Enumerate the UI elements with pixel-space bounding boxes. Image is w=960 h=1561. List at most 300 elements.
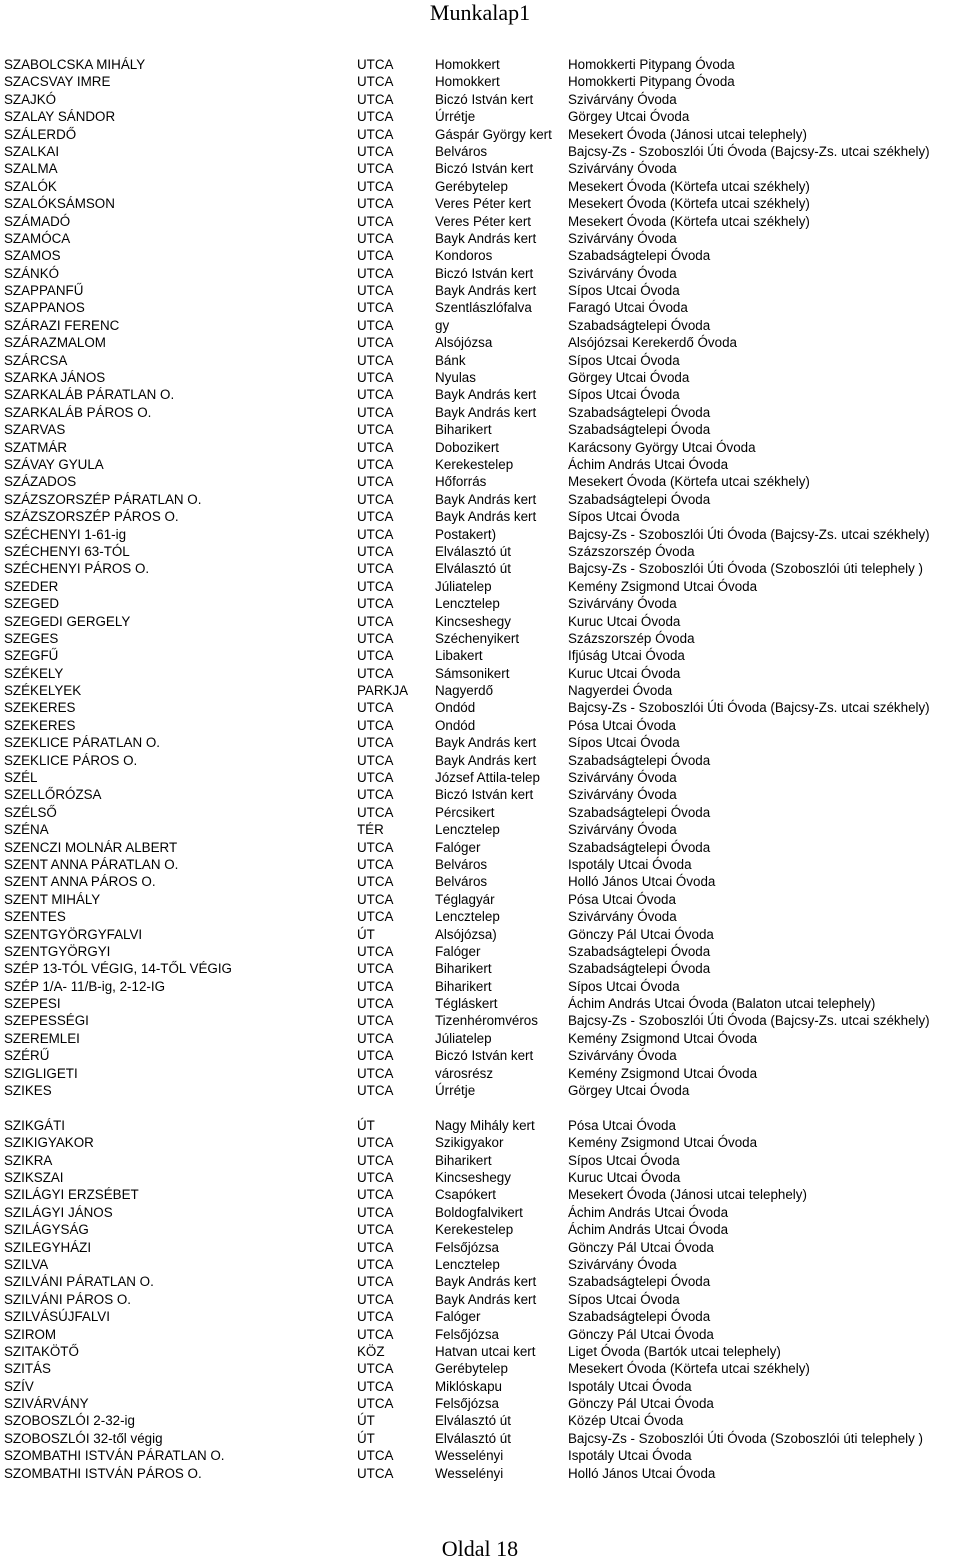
street-type-cell: UTCA <box>357 196 394 212</box>
district-cell: Bayk András kert <box>435 387 537 403</box>
street-type-cell: UTCA <box>357 578 394 594</box>
street-type-cell: ÚT <box>357 1430 375 1446</box>
district-cell: városrész <box>435 1065 494 1081</box>
street-type-cell: UTCA <box>357 1361 394 1377</box>
kindergarten-cell: Nagyerdei Óvoda <box>568 683 673 699</box>
district-cell: Biczó István kert <box>435 91 534 107</box>
district-cell: József Attila-telep <box>435 770 540 786</box>
street-type-cell: UTCA <box>357 1083 394 1099</box>
street-name-cell: SZEGFŰ <box>4 648 59 664</box>
kindergarten-cell: Görgey Utcai Óvoda <box>568 109 690 125</box>
kindergarten-cell: Szivárvány Óvoda <box>568 265 677 281</box>
street-name-cell: SZENTGYÖRGYFALVI <box>4 926 143 942</box>
district-cell: Gáspár György kert <box>435 126 552 142</box>
district-cell: Wesselényi <box>435 1448 504 1464</box>
street-type-cell: UTCA <box>357 1309 394 1325</box>
street-name-cell: SZIKGÁTI <box>4 1117 66 1133</box>
kindergarten-cell: Bajcsy-Zs - Szoboszlói Úti Óvoda (Bajcsy-Zs. utcai székhely) <box>568 700 930 716</box>
street-type-cell: UTCA <box>357 370 394 386</box>
district-cell: Bayk András kert <box>435 283 537 299</box>
street-name-cell: SZIROM <box>4 1326 57 1342</box>
district-cell: Kincseshegy <box>435 613 511 629</box>
district-cell: Bánk <box>435 352 466 368</box>
street-name-cell: SZÁZADOS <box>4 474 77 490</box>
street-type-cell: UTCA <box>357 422 394 438</box>
street-type-cell: UTCA <box>357 700 394 716</box>
kindergarten-cell: Gönczy Pál Utcai Óvoda <box>568 1326 714 1342</box>
district-cell: Elválasztó út <box>435 561 511 577</box>
kindergarten-cell: Sípos Utcai Óvoda <box>568 1291 680 1307</box>
kindergarten-cell: Szabadságtelepi Óvoda <box>568 491 711 507</box>
street-type-cell: UTCA <box>357 630 394 646</box>
district-cell: Bayk András kert <box>435 1274 537 1290</box>
street-name-cell: SZAJKÓ <box>4 91 57 107</box>
street-name-cell: SZÁRAZI FERENC <box>4 317 120 333</box>
street-name-cell: SZAMÓCA <box>4 230 71 246</box>
kindergarten-cell: Sípos Utcai Óvoda <box>568 509 680 525</box>
district-cell: Belváros <box>435 143 488 159</box>
district-cell: Falóger <box>435 1309 481 1325</box>
kindergarten-cell: Szabadságtelepi Óvoda <box>568 961 711 977</box>
kindergarten-cell: Szivárvány Óvoda <box>568 91 677 107</box>
street-type-cell: UTCA <box>357 1465 394 1481</box>
district-cell: Bayk András kert <box>435 404 537 420</box>
district-cell: Tégláskert <box>435 996 498 1012</box>
kindergarten-cell: Ispotály Utcai Óvoda <box>568 1378 692 1394</box>
kindergarten-cell: Alsójózsai Kerekerdő Óvoda <box>568 335 737 351</box>
kindergarten-cell: Szivárvány Óvoda <box>568 596 677 612</box>
district-cell: Elválasztó út <box>435 543 511 559</box>
district-cell: Bayk András kert <box>435 1291 537 1307</box>
street-type-cell: ÚT <box>357 926 375 942</box>
street-name-cell: SZEGED <box>4 596 60 612</box>
kindergarten-cell: Szivárvány Óvoda <box>568 909 677 925</box>
kindergarten-cell: Áchim András Utcai Óvoda <box>568 456 729 472</box>
district-cell: Kincseshegy <box>435 1170 511 1185</box>
kindergarten-cell: Sípos Utcai Óvoda <box>568 1152 680 1168</box>
street-name-cell: SZIKSZAI <box>4 1170 64 1185</box>
street-type-cell: UTCA <box>357 596 394 612</box>
street-name-cell: SZÁVAY GYULA <box>4 456 104 472</box>
street-name-cell: SZALAY SÁNDOR <box>4 109 116 125</box>
street-type-cell: UTCA <box>357 856 394 872</box>
district-cell: Nagyerdő <box>435 683 494 699</box>
kindergarten-cell: Sípos Utcai Óvoda <box>568 978 680 994</box>
district-cell: Alsójózsa <box>435 335 493 351</box>
kindergarten-cell: Bajcsy-Zs - Szoboszlói Úti Óvoda (Bajcsy-Zs. utcai székhely) <box>568 526 930 542</box>
street-name-cell: SZILÁGYI JÁNOS <box>4 1204 113 1220</box>
district-cell: Szentlászlófalva <box>435 300 532 316</box>
street-type-cell: UTCA <box>357 1256 394 1272</box>
street-name-cell: SZEGES <box>4 630 59 646</box>
street-type-cell: UTCA <box>357 1013 394 1029</box>
kindergarten-cell: Ispotály Utcai Óvoda <box>568 856 692 872</box>
street-type-cell: UTCA <box>357 1065 394 1081</box>
district-cell: Veres Péter kert <box>435 213 532 229</box>
district-cell: Biharikert <box>435 978 492 994</box>
district-cell: Alsójózsa) <box>435 926 497 942</box>
street-type-cell: UTCA <box>357 1291 394 1307</box>
street-name-cell: SZEKERES <box>4 717 76 733</box>
district-cell: Nagy Mihály kert <box>435 1117 535 1133</box>
district-cell: Biczó István kert <box>435 787 534 803</box>
street-type-cell: UTCA <box>357 804 394 820</box>
street-type-cell: UTCA <box>357 1187 394 1203</box>
kindergarten-cell: Karácsony György Utcai Óvoda <box>568 439 756 455</box>
kindergarten-cell: Szivárvány Óvoda <box>568 161 677 177</box>
street-name-cell: SZILVÁNI PÁROS O. <box>4 1291 131 1307</box>
kindergarten-cell: Szivárvány Óvoda <box>568 787 677 803</box>
street-type-cell: UTCA <box>357 909 394 925</box>
street-name-cell: SZALKAI <box>4 143 60 159</box>
district-cell: Bayk András kert <box>435 509 537 525</box>
street-type-cell: UTCA <box>357 126 394 142</box>
kindergarten-cell: Szabadságtelepi Óvoda <box>568 839 711 855</box>
street-name-cell: SZEREMLEI <box>4 1030 80 1046</box>
street-name-cell: SZAMOS <box>4 248 61 264</box>
street-name-cell: SZÁMADÓ <box>4 213 71 229</box>
district-cell: Libakert <box>435 648 483 664</box>
street-type-cell: UTCA <box>357 1222 394 1238</box>
street-name-cell: SZACSVAY IMRE <box>4 74 111 90</box>
kindergarten-cell: Százszorszép Óvoda <box>568 630 695 646</box>
street-name-cell: SZOMBATHI ISTVÁN PÁRATLAN O. <box>4 1448 225 1464</box>
street-name-cell: SZARVAS <box>4 422 66 438</box>
kindergarten-cell: Sípos Utcai Óvoda <box>568 387 680 403</box>
district-cell: Szikigyakor <box>435 1135 504 1151</box>
kindergarten-cell: Szivárvány Óvoda <box>568 770 677 786</box>
street-name-cell: SZÉCHENYI PÁROS O. <box>4 561 150 577</box>
kindergarten-cell: Faragó Utcai Óvoda <box>568 300 688 316</box>
street-name-cell: SZALÓK <box>4 178 57 194</box>
district-cell: Boldogfalvikert <box>435 1204 523 1220</box>
street-name-cell: SZILÁGYSÁG <box>4 1222 89 1238</box>
kindergarten-cell: Gönczy Pál Utcai Óvoda <box>568 926 714 942</box>
kindergarten-cell: Kemény Zsigmond Utcai Óvoda <box>568 1135 758 1151</box>
street-type-cell: UTCA <box>357 1378 394 1394</box>
kindergarten-cell: Pósa Utcai Óvoda <box>568 1117 676 1133</box>
kindergarten-cell: Ifjúság Utcai Óvoda <box>568 648 685 664</box>
kindergarten-cell: Homokkerti Pitypang Óvoda <box>568 74 735 90</box>
district-cell: Hőforrás <box>435 474 487 490</box>
kindergarten-cell: Szivárvány Óvoda <box>568 822 677 838</box>
kindergarten-cell: Kuruc Utcai Óvoda <box>568 665 681 681</box>
district-cell: Lencztelep <box>435 1256 500 1272</box>
street-name-cell: SZIKES <box>4 1083 52 1099</box>
street-type-cell: UTCA <box>357 387 394 403</box>
district-cell: Biharikert <box>435 961 492 977</box>
kindergarten-cell: Szabadságtelepi Óvoda <box>568 1274 711 1290</box>
street-name-cell: SZÉRŰ <box>4 1048 50 1064</box>
street-name-cell: SZITAKÖTŐ <box>4 1343 79 1359</box>
street-name-cell: SZATMÁR <box>4 439 67 455</box>
street-name-cell: SZARKA JÁNOS <box>4 370 106 386</box>
street-name-cell: SZÉCHENYI 1-61-ig <box>4 526 127 542</box>
kindergarten-cell: Bajcsy-Zs - Szoboszlói Úti Óvoda (Bajcsy-Zs. utcai székhely) <box>568 1013 930 1029</box>
district-cell: Belváros <box>435 856 488 872</box>
district-cell: Biharikert <box>435 1152 492 1168</box>
street-name-cell: SZEPESSÉGI <box>4 1013 89 1029</box>
street-type-cell: UTCA <box>357 961 394 977</box>
page-number: Oldal 18 <box>441 1536 519 1561</box>
district-cell: Ondód <box>435 717 476 733</box>
street-name-cell: SZAPPANOS <box>4 300 85 316</box>
street-name-cell: SZILVÁNI PÁRATLAN O. <box>4 1274 154 1290</box>
district-cell: gy <box>435 317 450 333</box>
street-name-cell: SZAPPANFŰ <box>4 283 84 299</box>
kindergarten-cell: Szabadságtelepi Óvoda <box>568 404 711 420</box>
district-cell: Biczó István kert <box>435 265 534 281</box>
kindergarten-cell: Mesekert Óvoda (Körtefa utcai székhely) <box>568 196 810 212</box>
kindergarten-cell: Sípos Utcai Óvoda <box>568 352 680 368</box>
street-name-cell: SZILVA <box>4 1256 49 1272</box>
street-name-cell: SZOMBATHI ISTVÁN PÁROS O. <box>4 1465 202 1481</box>
street-type-cell: UTCA <box>357 752 394 768</box>
kindergarten-cell: Mesekert Óvoda (Jánosi utcai telephely) <box>568 1187 807 1203</box>
district-cell: Széchenyikert <box>435 630 520 646</box>
kindergarten-cell: Gönczy Pál Utcai Óvoda <box>568 1396 714 1412</box>
district-cell: Úrrétje <box>435 109 476 125</box>
district-cell: Bayk András kert <box>435 491 537 507</box>
street-name-cell: SZENTGYÖRGYI <box>4 943 111 959</box>
district-cell: Falóger <box>435 839 481 855</box>
district-cell: Felsőjózsa <box>435 1396 500 1412</box>
district-cell: Falóger <box>435 943 481 959</box>
district-cell: Gerébytelep <box>435 178 508 194</box>
district-cell: Lencztelep <box>435 909 500 925</box>
street-type-cell: TÉR <box>357 822 384 838</box>
kindergarten-cell: Szabadságtelepi Óvoda <box>568 1309 711 1325</box>
kindergarten-cell: Áchim András Utcai Óvoda <box>568 1222 729 1238</box>
street-type-cell: UTCA <box>357 161 394 177</box>
district-cell: Homokkert <box>435 74 500 90</box>
district-cell: Nyulas <box>435 370 476 386</box>
street-type-cell: UTCA <box>357 352 394 368</box>
street-type-cell: UTCA <box>357 874 394 890</box>
street-name-cell: SZILÁGYI ERZSÉBET <box>4 1187 139 1203</box>
street-type-cell: UTCA <box>357 891 394 907</box>
district-cell: Veres Péter kert <box>435 196 532 212</box>
kindergarten-cell: Görgey Utcai Óvoda <box>568 370 690 386</box>
kindergarten-cell: Százszorszép Óvoda <box>568 543 695 559</box>
street-name-cell: SZENT MIHÁLY <box>4 891 101 907</box>
street-name-cell: SZILEGYHÁZI <box>4 1239 92 1255</box>
street-type-cell: UTCA <box>357 1048 394 1064</box>
district-cell: Dobozikert <box>435 439 500 455</box>
district-cell: Elválasztó út <box>435 1430 511 1446</box>
kindergarten-cell: Pósa Utcai Óvoda <box>568 717 676 733</box>
kindergarten-cell: Gönczy Pál Utcai Óvoda <box>568 1239 714 1255</box>
street-name-cell: SZIKIGYAKOR <box>4 1135 94 1151</box>
kindergarten-cell: Szabadságtelepi Óvoda <box>568 422 711 438</box>
street-type-cell: UTCA <box>357 543 394 559</box>
street-type-cell: ÚT <box>357 1413 375 1429</box>
district-cell: Csapókert <box>435 1187 497 1203</box>
street-type-cell: UTCA <box>357 1396 394 1412</box>
kindergarten-cell: Szabadságtelepi Óvoda <box>568 317 711 333</box>
district-cell: Postakert) <box>435 526 497 542</box>
street-type-cell: UTCA <box>357 1170 394 1185</box>
street-name-cell: SZELLŐRÓZSA <box>4 787 102 803</box>
kindergarten-cell: Mesekert Óvoda (Körtefa utcai székhely) <box>568 1361 810 1377</box>
street-type-cell: UTCA <box>357 665 394 681</box>
street-name-cell: SZENT ANNA PÁROS O. <box>4 874 156 890</box>
street-type-cell: UTCA <box>357 1274 394 1290</box>
street-type-cell: UTCA <box>357 178 394 194</box>
street-type-cell: UTCA <box>357 996 394 1012</box>
kindergarten-cell: Szabadságtelepi Óvoda <box>568 804 711 820</box>
district-cell: Bayk András kert <box>435 752 537 768</box>
kindergarten-cell: Szivárvány Óvoda <box>568 1256 677 1272</box>
district-cell: Bayk András kert <box>435 735 537 751</box>
district-cell: Júliatelep <box>435 578 492 594</box>
district-cell: Kerekestelep <box>435 1222 514 1238</box>
street-name-cell: SZÉNA <box>4 822 49 838</box>
street-name-cell: SZEGEDI GERGELY <box>4 613 131 629</box>
street-type-cell: KÖZ <box>357 1343 385 1359</box>
street-name-cell: SZARKALÁB PÁROS O. <box>4 404 152 420</box>
district-cell: Lencztelep <box>435 596 500 612</box>
kindergarten-cell: Bajcsy-Zs - Szoboszlói Úti Óvoda (Szoboszlói úti telephely ) <box>568 1430 923 1446</box>
street-type-cell: PARKJA <box>357 683 409 699</box>
street-type-cell: UTCA <box>357 300 394 316</box>
street-name-cell: SZÁRAZMALOM <box>4 335 106 351</box>
street-type-cell: UTCA <box>357 57 394 72</box>
district-cell: Belváros <box>435 874 488 890</box>
street-name-cell: SZÉP 13-TÓL VÉGIG, 14-TŐL VÉGIG <box>4 961 232 977</box>
kindergarten-cell: Pósa Utcai Óvoda <box>568 891 676 907</box>
kindergarten-cell: Kemény Zsigmond Utcai Óvoda <box>568 578 758 594</box>
street-type-cell: UTCA <box>357 456 394 472</box>
street-name-cell: SZÉKELY <box>4 665 64 681</box>
district-cell: Sámsonikert <box>435 665 510 681</box>
street-type-cell: UTCA <box>357 839 394 855</box>
street-type-cell: UTCA <box>357 978 394 994</box>
street-name-cell: SZOBOSZLÓI 32-től végig <box>4 1430 163 1446</box>
street-type-cell: UTCA <box>357 109 394 125</box>
street-name-cell: SZIGLIGETI <box>4 1065 78 1081</box>
kindergarten-cell: Bajcsy-Zs - Szoboszlói Úti Óvoda (Bajcsy-Zs. utcai székhely) <box>568 143 930 159</box>
kindergarten-cell: Bajcsy-Zs - Szoboszlói Úti Óvoda (Szoboszlói úti telephely ) <box>568 561 923 577</box>
kindergarten-cell: Áchim András Utcai Óvoda <box>568 1204 729 1220</box>
district-cell: Biczó István kert <box>435 161 534 177</box>
street-type-cell: UTCA <box>357 1239 394 1255</box>
street-name-cell: SZÉP 1/A- 11/B-ig, 2-12-IG <box>4 978 166 994</box>
street-name-cell: SZALÓKSÁMSON <box>4 196 115 212</box>
street-name-cell: SZIKRA <box>4 1152 53 1168</box>
street-name-cell: SZOBOSZLÓI 2-32-ig <box>4 1413 135 1429</box>
street-type-cell: UTCA <box>357 717 394 733</box>
street-name-cell: SZÁZSZORSZÉP PÁRATLAN O. <box>4 491 202 507</box>
street-type-cell: UTCA <box>357 265 394 281</box>
kindergarten-cell: Sípos Utcai Óvoda <box>568 283 680 299</box>
kindergarten-cell: Görgey Utcai Óvoda <box>568 1083 690 1099</box>
street-name-cell: SZEKLICE PÁROS O. <box>4 752 138 768</box>
street-name-cell: SZÉCHENYI 63-TÓL <box>4 543 130 559</box>
district-cell: Miklóskapu <box>435 1378 502 1394</box>
street-type-cell: UTCA <box>357 91 394 107</box>
street-type-cell: UTCA <box>357 404 394 420</box>
kindergarten-cell: Kemény Zsigmond Utcai Óvoda <box>568 1065 758 1081</box>
street-name-cell: SZÁLERDŐ <box>4 126 77 142</box>
kindergarten-cell: Szivárvány Óvoda <box>568 230 677 246</box>
street-type-cell: UTCA <box>357 491 394 507</box>
kindergarten-cell: Szabadságtelepi Óvoda <box>568 248 711 264</box>
district-cell: Júliatelep <box>435 1030 492 1046</box>
kindergarten-cell: Kemény Zsigmond Utcai Óvoda <box>568 1030 758 1046</box>
street-type-cell: UTCA <box>357 1135 394 1151</box>
street-name-cell: SZÉKELYEK <box>4 683 82 699</box>
district-cell: Bayk András kert <box>435 230 537 246</box>
district-cell: Gerébytelep <box>435 1361 508 1377</box>
street-type-cell: UTCA <box>357 248 394 264</box>
street-type-cell: UTCA <box>357 735 394 751</box>
street-name-cell: SZIVÁRVÁNY <box>4 1396 89 1412</box>
street-name-cell: SZÁNKÓ <box>4 265 60 281</box>
street-type-cell: UTCA <box>357 213 394 229</box>
district-cell: Pércsikert <box>435 804 495 820</box>
kindergarten-cell: Mesekert Óvoda (Körtefa utcai székhely) <box>568 213 810 229</box>
street-type-cell: UTCA <box>357 943 394 959</box>
street-name-cell: SZENTES <box>4 909 66 925</box>
street-type-cell: UTCA <box>357 143 394 159</box>
street-type-cell: UTCA <box>357 283 394 299</box>
street-type-cell: UTCA <box>357 648 394 664</box>
street-name-cell: SZARKALÁB PÁRATLAN O. <box>4 387 175 403</box>
district-cell: Hatvan utcai kert <box>435 1343 536 1359</box>
street-name-cell: SZÁZSZORSZÉP PÁROS O. <box>4 509 179 525</box>
street-type-cell: UTCA <box>357 439 394 455</box>
kindergarten-cell: Liget Óvoda (Bartók utcai telephely) <box>568 1343 781 1359</box>
street-type-cell: UTCA <box>357 1152 394 1168</box>
street-type-cell: UTCA <box>357 770 394 786</box>
kindergarten-cell: Holló János Utcai Óvoda <box>568 1465 716 1481</box>
district-cell: Úrrétje <box>435 1083 476 1099</box>
street-type-cell: UTCA <box>357 509 394 525</box>
street-type-cell: UTCA <box>357 561 394 577</box>
street-type-cell: UTCA <box>357 317 394 333</box>
kindergarten-cell: Homokkerti Pitypang Óvoda <box>568 57 735 72</box>
street-type-cell: UTCA <box>357 526 394 542</box>
street-name-cell: SZALMA <box>4 161 58 177</box>
street-name-cell: SZILVÁSÚJFALVI <box>4 1309 110 1325</box>
street-type-cell: UTCA <box>357 230 394 246</box>
district-cell: Téglagyár <box>435 891 495 907</box>
street-name-cell: SZENCZI MOLNÁR ALBERT <box>4 839 178 855</box>
district-cell: Felsőjózsa <box>435 1326 500 1342</box>
street-name-cell: SZÉL <box>4 770 38 786</box>
kindergarten-cell: Kuruc Utcai Óvoda <box>568 613 681 629</box>
street-type-cell: ÚT <box>357 1117 375 1133</box>
street-name-cell: SZENT ANNA PÁRATLAN O. <box>4 856 179 872</box>
district-cell: Kerekestelep <box>435 456 514 472</box>
kindergarten-cell: Áchim András Utcai Óvoda (Balaton utcai telephely) <box>568 996 876 1012</box>
street-type-cell: UTCA <box>357 74 394 90</box>
street-name-cell: SZEPESI <box>4 996 61 1012</box>
street-type-cell: UTCA <box>357 335 394 351</box>
street-type-cell: UTCA <box>357 787 394 803</box>
kindergarten-cell: Mesekert Óvoda (Körtefa utcai székhely) <box>568 178 810 194</box>
district-cell: Elválasztó út <box>435 1413 511 1429</box>
street-name-cell: SZABOLCSKA MIHÁLY <box>4 57 146 72</box>
street-name-cell: SZÉLSŐ <box>4 804 57 820</box>
kindergarten-cell: Mesekert Óvoda (Jánosi utcai telephely) <box>568 126 807 142</box>
kindergarten-cell: Kuruc Utcai Óvoda <box>568 1170 681 1185</box>
district-cell: Kondoros <box>435 248 493 264</box>
district-cell: Wesselényi <box>435 1465 504 1481</box>
street-type-cell: UTCA <box>357 1030 394 1046</box>
street-name-cell: SZITÁS <box>4 1361 51 1377</box>
